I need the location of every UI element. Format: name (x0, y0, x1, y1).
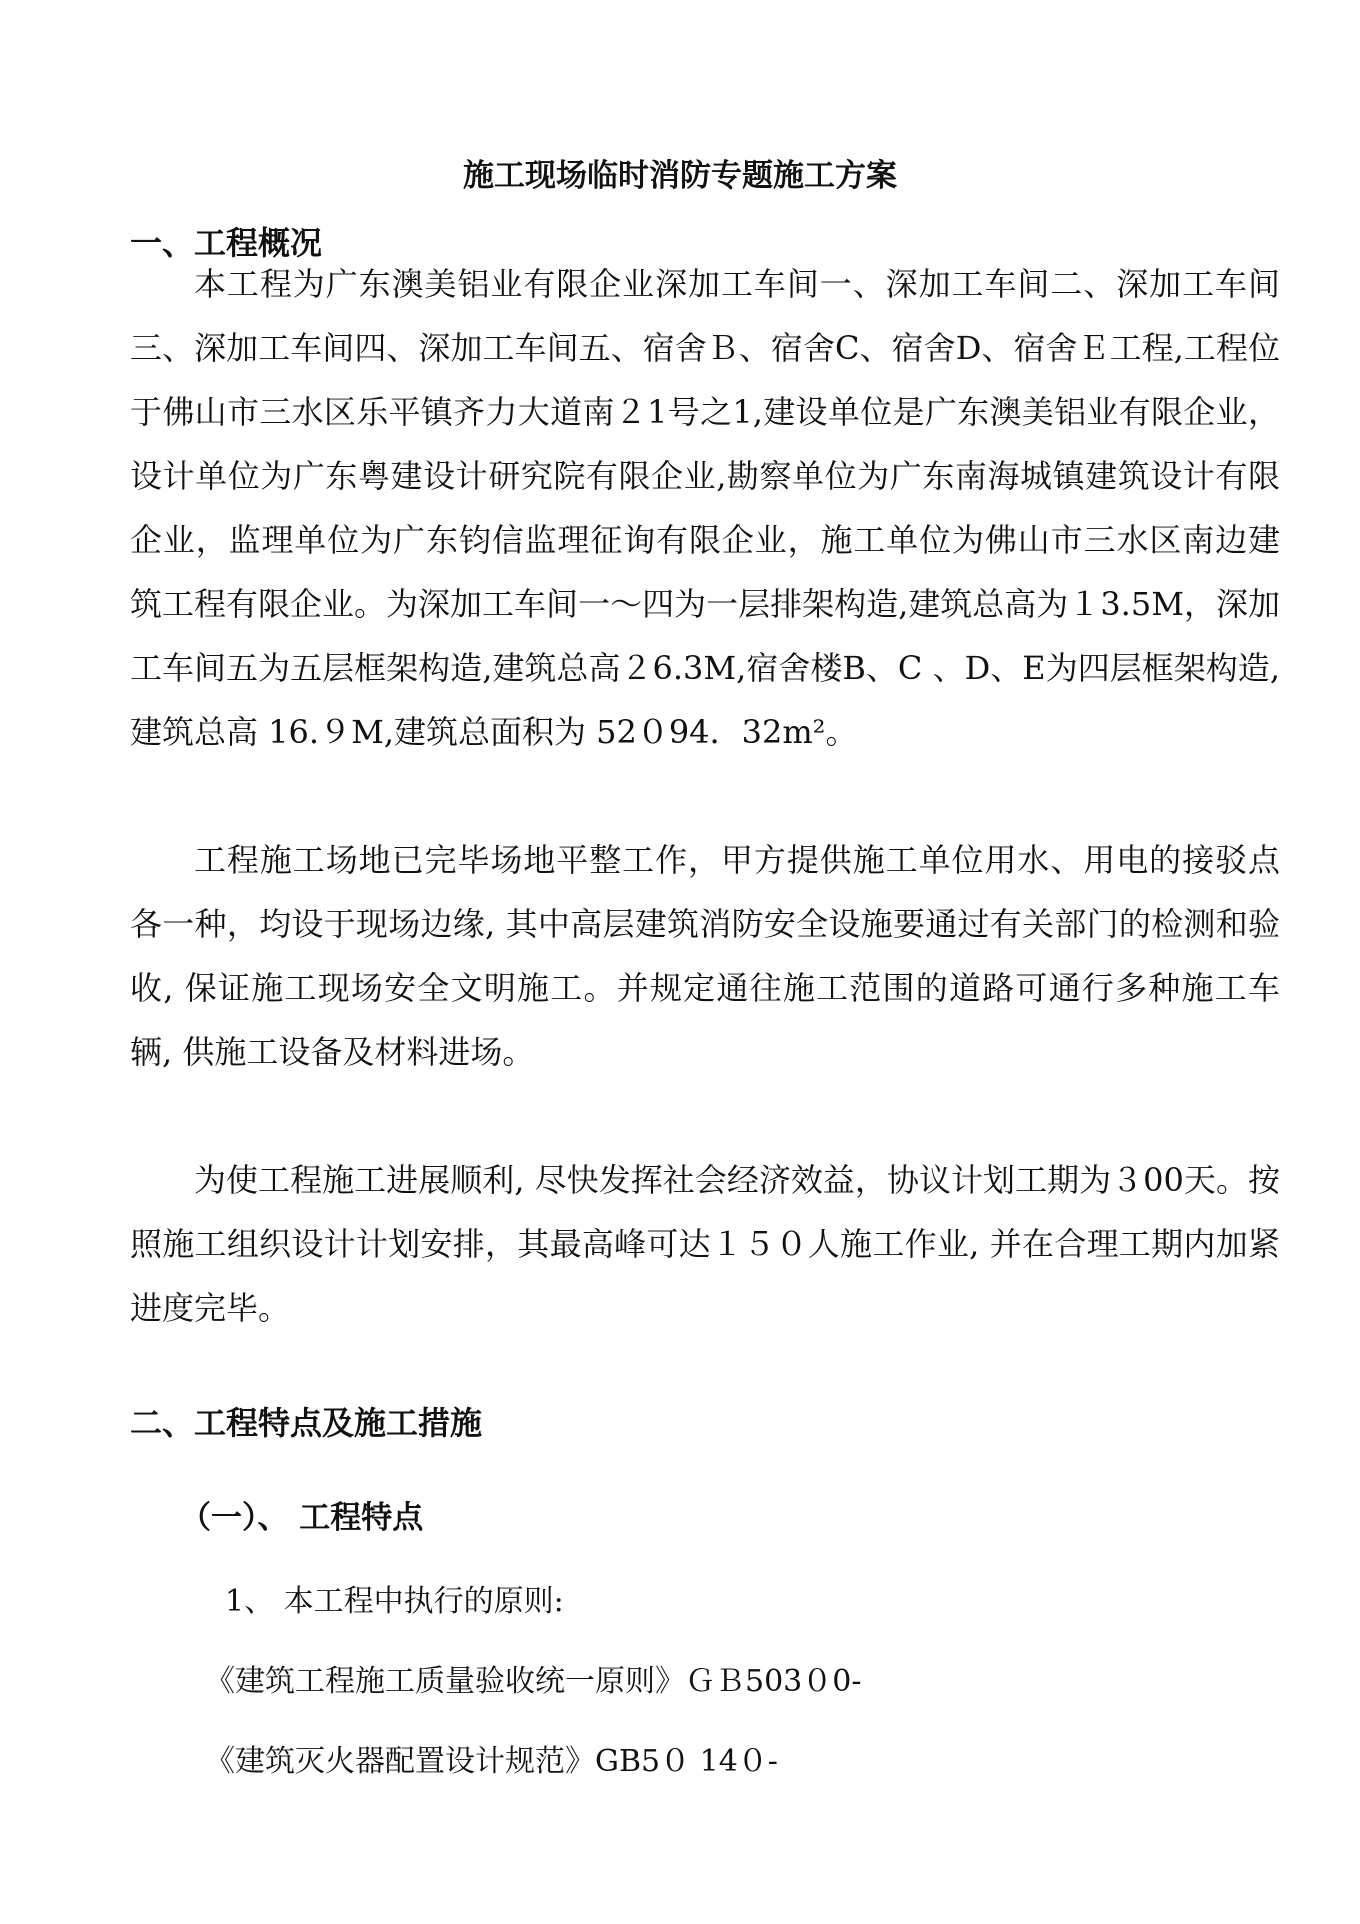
reference-standard-2: 《建筑灭火器配置设计规范》GB5０ 14０- (205, 1744, 778, 1779)
subsection-heading-features: （一）、 工程特点 (180, 1500, 424, 1536)
reference-standard-1: 《建筑工程施工质量验收统一原则》ＧＢ503０0- (205, 1664, 862, 1699)
overview-paragraph-3: 为使工程施工进展顺利, 尽快发挥社会经济效益，协议计划工期为３00天。按照施工组织设计计划安排，其最高峰可达１５０人施工作业, 并在合理工期内加紧进度完毕。 (130, 1161, 1280, 1327)
overview-paragraph-2: 工程施工场地已完毕场地平整工作，甲方提供施工单位用水、用电的接驳点各一种，均设于现场边缘, 其中高层建筑消防安全设施要通过有关部门的检测和验收, 保证施工现场安全文明施工。并规定通往施工范围的道路可通行多种施工车辆, 供施工设备及材料进场。 (130, 841, 1280, 1071)
section-heading-features: 二、工程特点及施工措施 (130, 1404, 483, 1442)
section-heading-overview: 一、工程概况 (130, 224, 323, 262)
overview-paragraph-1: 本工程为广东澳美铝业有限企业深加工车间一、深加工车间二、深加工车间三、深加工车间四、深加工车间五、宿舍Ｂ、宿舍C、宿舍D、宿舍Ｅ工程,工程位于佛山市三水区乐平镇齐力大道南２1号之1,建设单位是广东澳美铝业有限企业，设计单位为广东粤建设计研究院有限企业,勘察单位为广东南海城镇建筑设计有限企业，监理单位为广东钧信监理征询有限企业，施工单位为佛山市三水区南边建筑工程有限企业。为深加工车间一～四为一层排架构造,建筑总高为１3.5M，深加工车间五为五层框架构造,建筑总高２6.3M,宿舍楼B、C 、D、E为四层框架构造,建筑总高 16.９M,建筑总面积为 52０94．32m²。 (130, 265, 1280, 751)
document-title: 施工现场临时消防专题施工方案 (463, 158, 897, 194)
list-item-standards: 1、 本工程中执行的原则: (225, 1584, 564, 1619)
